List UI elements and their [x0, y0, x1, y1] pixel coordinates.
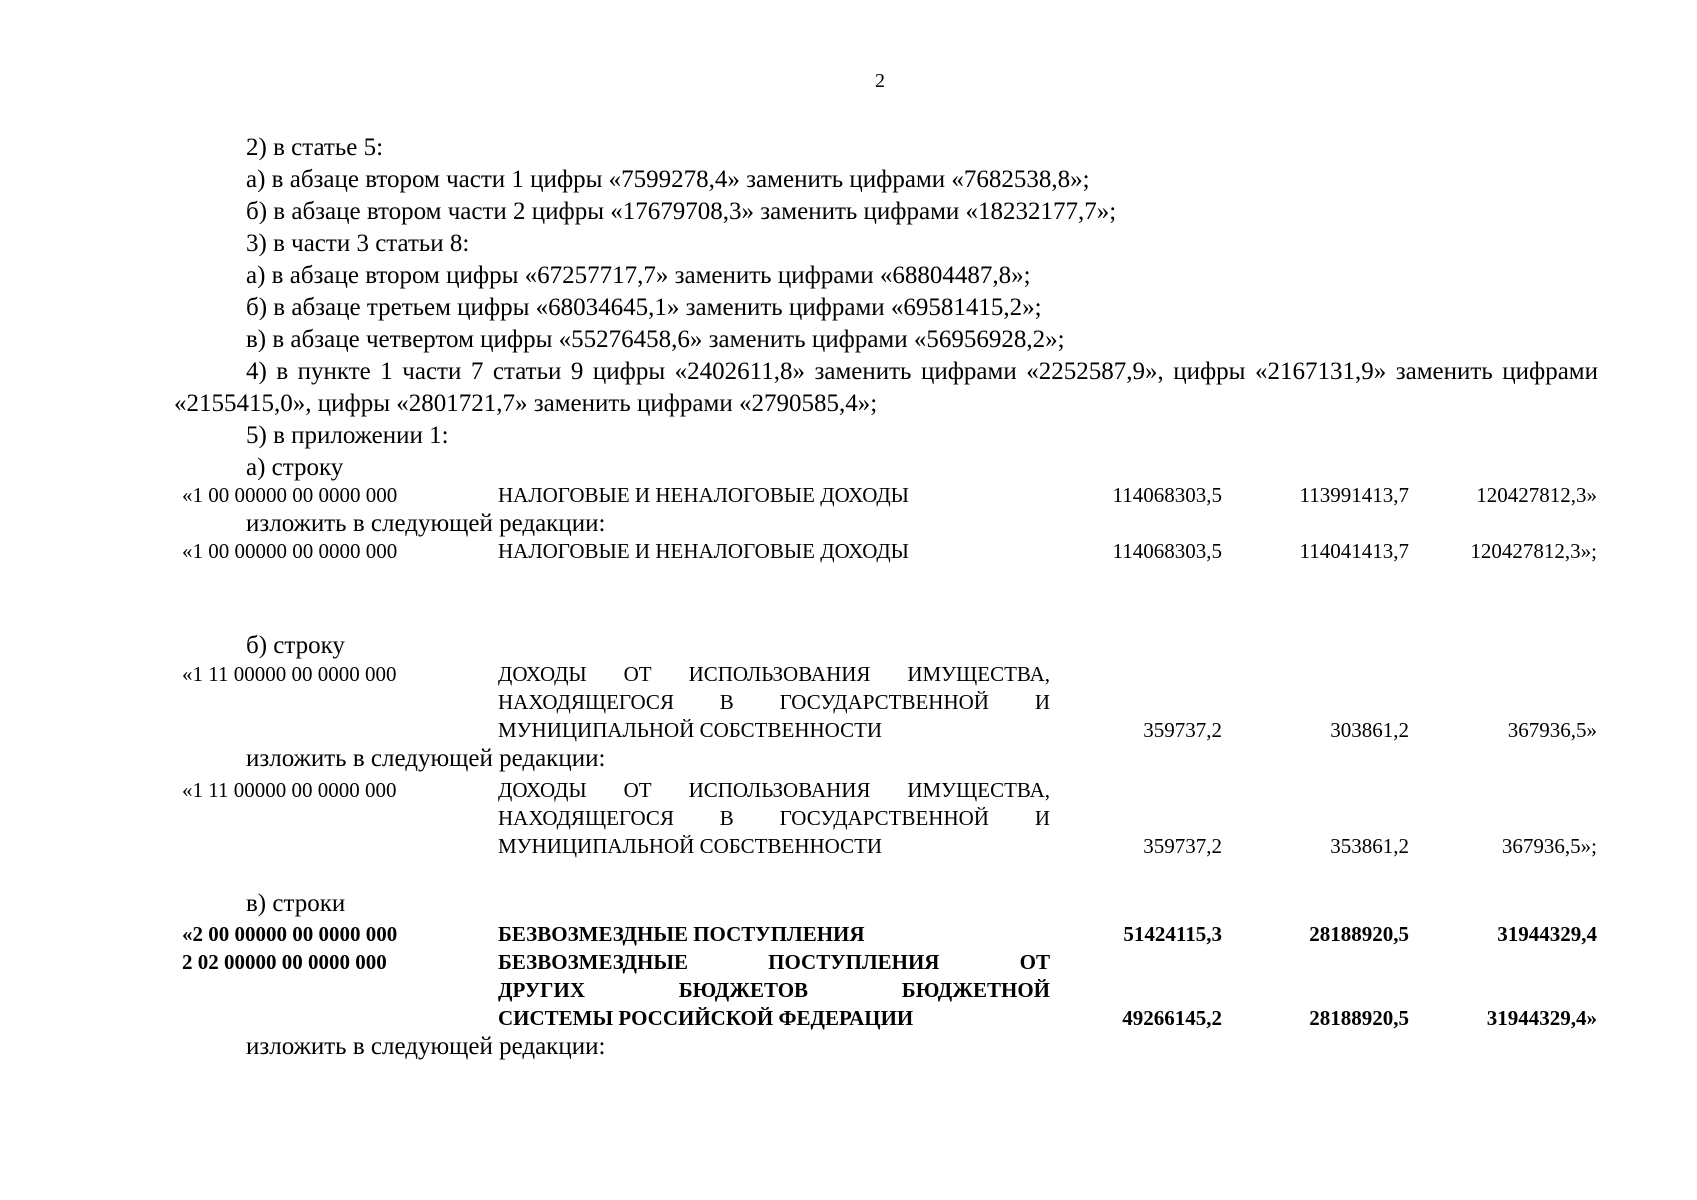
row-value-2: 303861,2 [1330, 718, 1409, 742]
row-value-2: 113991413,7 [1299, 483, 1409, 507]
row-value-1: 114068303,5 [1112, 539, 1222, 563]
paragraph-item3v: в) в абзаце четвертом цифры «55276458,6» заменить цифрами «56956928,2»; [246, 326, 1065, 353]
row-value-1: 51424115,3 [1123, 922, 1222, 946]
row-value-2: 28188920,5 [1309, 922, 1409, 946]
edit-phrase-v: изложить в следующей редакции: [246, 1033, 606, 1060]
paragraph-item5: 5) в приложении 1: [246, 422, 449, 449]
row-value-1: 359737,2 [1143, 718, 1222, 742]
label-v: в) строки [246, 890, 346, 917]
row-code: 2 02 00000 00 0000 000 [182, 950, 387, 974]
label-b: б) строку [246, 632, 345, 659]
paragraph-item2a: а) в абзаце втором части 1 цифры «7599278,4» заменить цифрами «7682538,8»; [246, 166, 1090, 193]
row-value-1: 114068303,5 [1112, 483, 1222, 507]
row-value-2: 114041413,7 [1299, 539, 1409, 563]
row-name-line-1: ДОХОДЫ ОТ ИСПОЛЬЗОВАНИЯ ИМУЩЕСТВА, [498, 778, 1050, 802]
row-code: «1 11 00000 00 0000 000 [182, 662, 397, 686]
edit-phrase-a: изложить в следующей редакции: [246, 510, 606, 537]
row-value-3: 120427812,3»; [1470, 539, 1597, 563]
paragraph-item2b: б) в абзаце втором части 2 цифры «17679708,3» заменить цифрами «18232177,7»; [246, 198, 1117, 225]
row-code: «1 11 00000 00 0000 000 [182, 778, 397, 802]
row-value-3: 31944329,4» [1486, 1006, 1597, 1030]
page-number: 2 [875, 70, 885, 92]
row-code: «1 00 00000 00 0000 000 [182, 539, 398, 563]
paragraph-item2: 2) в статье 5: [246, 134, 384, 161]
row-value-3: 31944329,4 [1497, 922, 1597, 946]
row-name-line-1: БЕЗВОЗМЕЗДНЫЕ ПОСТУПЛЕНИЯ ОТ [498, 950, 1050, 974]
row-code: «2 00 00000 00 0000 000 [182, 922, 398, 946]
row-name: НАЛОГОВЫЕ И НЕНАЛОГОВЫЕ ДОХОДЫ [498, 539, 909, 563]
paragraph-item3b: б) в абзаце третьем цифры «68034645,1» заменить цифрами «69581415,2»; [246, 294, 1042, 321]
row-name: БЕЗВОЗМЕЗДНЫЕ ПОСТУПЛЕНИЯ [498, 922, 865, 946]
row-value-1: 359737,2 [1143, 834, 1222, 858]
row-value-3: 367936,5»; [1501, 834, 1597, 858]
row-name-line-2: НАХОДЯЩЕГОСЯ В ГОСУДАРСТВЕННОЙ И [498, 806, 1050, 830]
paragraph-item3a: а) в абзаце втором цифры «67257717,7» заменить цифрами «68804487,8»; [246, 262, 1031, 289]
row-name-line-2: ДРУГИХ БЮДЖЕТОВ БЮДЖЕТНОЙ [498, 978, 1050, 1002]
row-value-2: 353861,2 [1330, 834, 1409, 858]
row-value-3: 120427812,3» [1476, 483, 1597, 507]
row-name: НАЛОГОВЫЕ И НЕНАЛОГОВЫЕ ДОХОДЫ [498, 483, 909, 507]
row-value-3: 367936,5» [1507, 718, 1597, 742]
row-value-2: 28188920,5 [1309, 1006, 1409, 1030]
row-name-line-3: СИСТЕМЫ РОССИЙСКОЙ ФЕДЕРАЦИИ [498, 1006, 914, 1030]
row-code: «1 00 00000 00 0000 000 [182, 483, 398, 507]
edit-phrase-b: изложить в следующей редакции: [246, 745, 606, 772]
paragraph-item3: 3) в части 3 статьи 8: [246, 230, 470, 257]
label-a: а) строку [246, 454, 344, 481]
row-name-line-2: НАХОДЯЩЕГОСЯ В ГОСУДАРСТВЕННОЙ И [498, 690, 1050, 714]
row-value-1: 49266145,2 [1122, 1006, 1222, 1030]
row-name-line-3: МУНИЦИПАЛЬНОЙ СОБСТВЕННОСТИ [498, 834, 883, 858]
row-name-line-1: ДОХОДЫ ОТ ИСПОЛЬЗОВАНИЯ ИМУЩЕСТВА, [498, 662, 1050, 686]
paragraph-item4: 4) в пункте 1 части 7 статьи 9 цифры «2402611,8» заменить цифрами «2252587,9», цифры «2167131,9» заменить цифрами «2155415,0», цифры «2801721,7» заменить цифрами «2790585,4»; [174, 358, 1598, 417]
row-name-line-3: МУНИЦИПАЛЬНОЙ СОБСТВЕННОСТИ [498, 718, 883, 742]
